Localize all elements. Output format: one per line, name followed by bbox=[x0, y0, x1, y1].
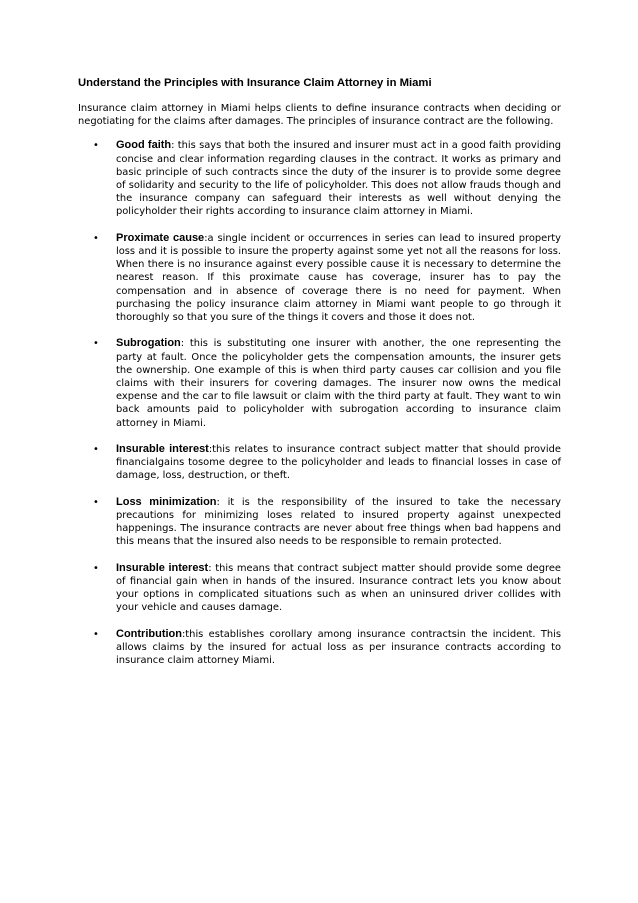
bullet-icon: • bbox=[93, 232, 99, 244]
principle-item-subrogation bbox=[78, 337, 561, 429]
bullet-icon: • bbox=[93, 140, 99, 152]
principle-item-insurable-interest-2 bbox=[78, 562, 561, 615]
principle-term: Subrogation bbox=[116, 337, 181, 350]
bullet-icon: • bbox=[93, 444, 99, 456]
principle-text: :this relates to insurance contract subject matter that should provide financialgains tosome degree to the policyholder and leads to financial losses in case of damage, loss, destruction, or theft. bbox=[116, 444, 561, 482]
bullet-icon: • bbox=[93, 496, 99, 508]
principle-term: Proximate cause bbox=[116, 231, 205, 244]
principle-term: Insurable interest bbox=[116, 443, 209, 456]
principle-term: Loss minimization bbox=[116, 495, 217, 508]
principle-term: Insurable interest bbox=[116, 561, 209, 574]
principle-text: : this means that contract subject matter should provide some degree of financial gain when in hands of the insured. Insurance contract lets you know about your options in complicated situations such as when an uninsured driver collides with your vehicle and causes damage. bbox=[116, 562, 561, 614]
bullet-icon: • bbox=[93, 562, 99, 574]
principle-text: : this says that both the insured and insurer must act in a good faith providing concise and clear information regarding clauses in the contract. It works as primary and basic principle of such contracts since the duty of the insurer is to provide some degree of solidarity and security to the life of policyholder. This does not allow frauds though and the insurance company can safeguard their interests as well without denying the policyholder their rights according to insurance claim attorney in Miami. bbox=[116, 140, 561, 218]
principle-term: Good faith bbox=[116, 139, 172, 152]
principle-item-proximate-cause bbox=[78, 232, 561, 324]
principles-list bbox=[78, 139, 561, 667]
principle-text: : it is the responsibility of the insured to take the necessary precautions for minimizing loses related to insured property against unexpected happenings. The insurance contracts are never about free things when bad happens and this means that the insured also needs to be responsible to remain protected. bbox=[116, 496, 561, 548]
principle-item-good-faith bbox=[78, 139, 561, 218]
intro-paragraph: Insurance claim attorney in Miami helps clients to define insurance contracts when deciding or negotiating for the claims after damages. The principles of insurance contract are the following. bbox=[78, 103, 561, 128]
bullet-icon: • bbox=[93, 338, 99, 350]
document-page bbox=[78, 76, 561, 681]
bullet-icon: • bbox=[93, 628, 99, 640]
principle-text: :this establishes corollary among insurance contractsin the incident. This allows claims by the insured for actual loss as per insurance contracts according to insurance claim attorney Miami. bbox=[116, 628, 561, 667]
principle-item-insurable-interest bbox=[78, 443, 561, 483]
principle-item-contribution bbox=[78, 628, 561, 668]
principle-term: Contribution bbox=[116, 627, 182, 640]
principle-text: : this is substituting one insurer with another, the one representing the party at fault. Once the policyholder gets the compensation amounts, the insurer gets the ownership. One example of this is when third party causes car collision and you file claims with their insurers for covering damages. The insurer now owns the medical expense and the car to file lawsuit or claim with the third party at fault. They want to win back amounts paid to policyholder with subrogation according to insurance claim attorney in Miami. bbox=[116, 338, 561, 429]
principle-item-loss-minimization bbox=[78, 496, 561, 549]
document-title: Understand the Principles with Insurance Claim Attorney in Miami bbox=[78, 77, 432, 89]
principle-text: :a single incident or occurrences in series can lead to insured property loss and it is possible to insure the property against some yet not all the reasons for loss. When there is no insurance against every possible cause it is necessary to determine the nearest reason. If this proximate cause has coverage, insurer has to pay the compensation and in absence of coverage there is no need for payment. When purchasing the policy insurance claim attorney in Miami want people to go through it thoroughly so that you sure of the things it covers and those it does not. bbox=[116, 232, 562, 324]
